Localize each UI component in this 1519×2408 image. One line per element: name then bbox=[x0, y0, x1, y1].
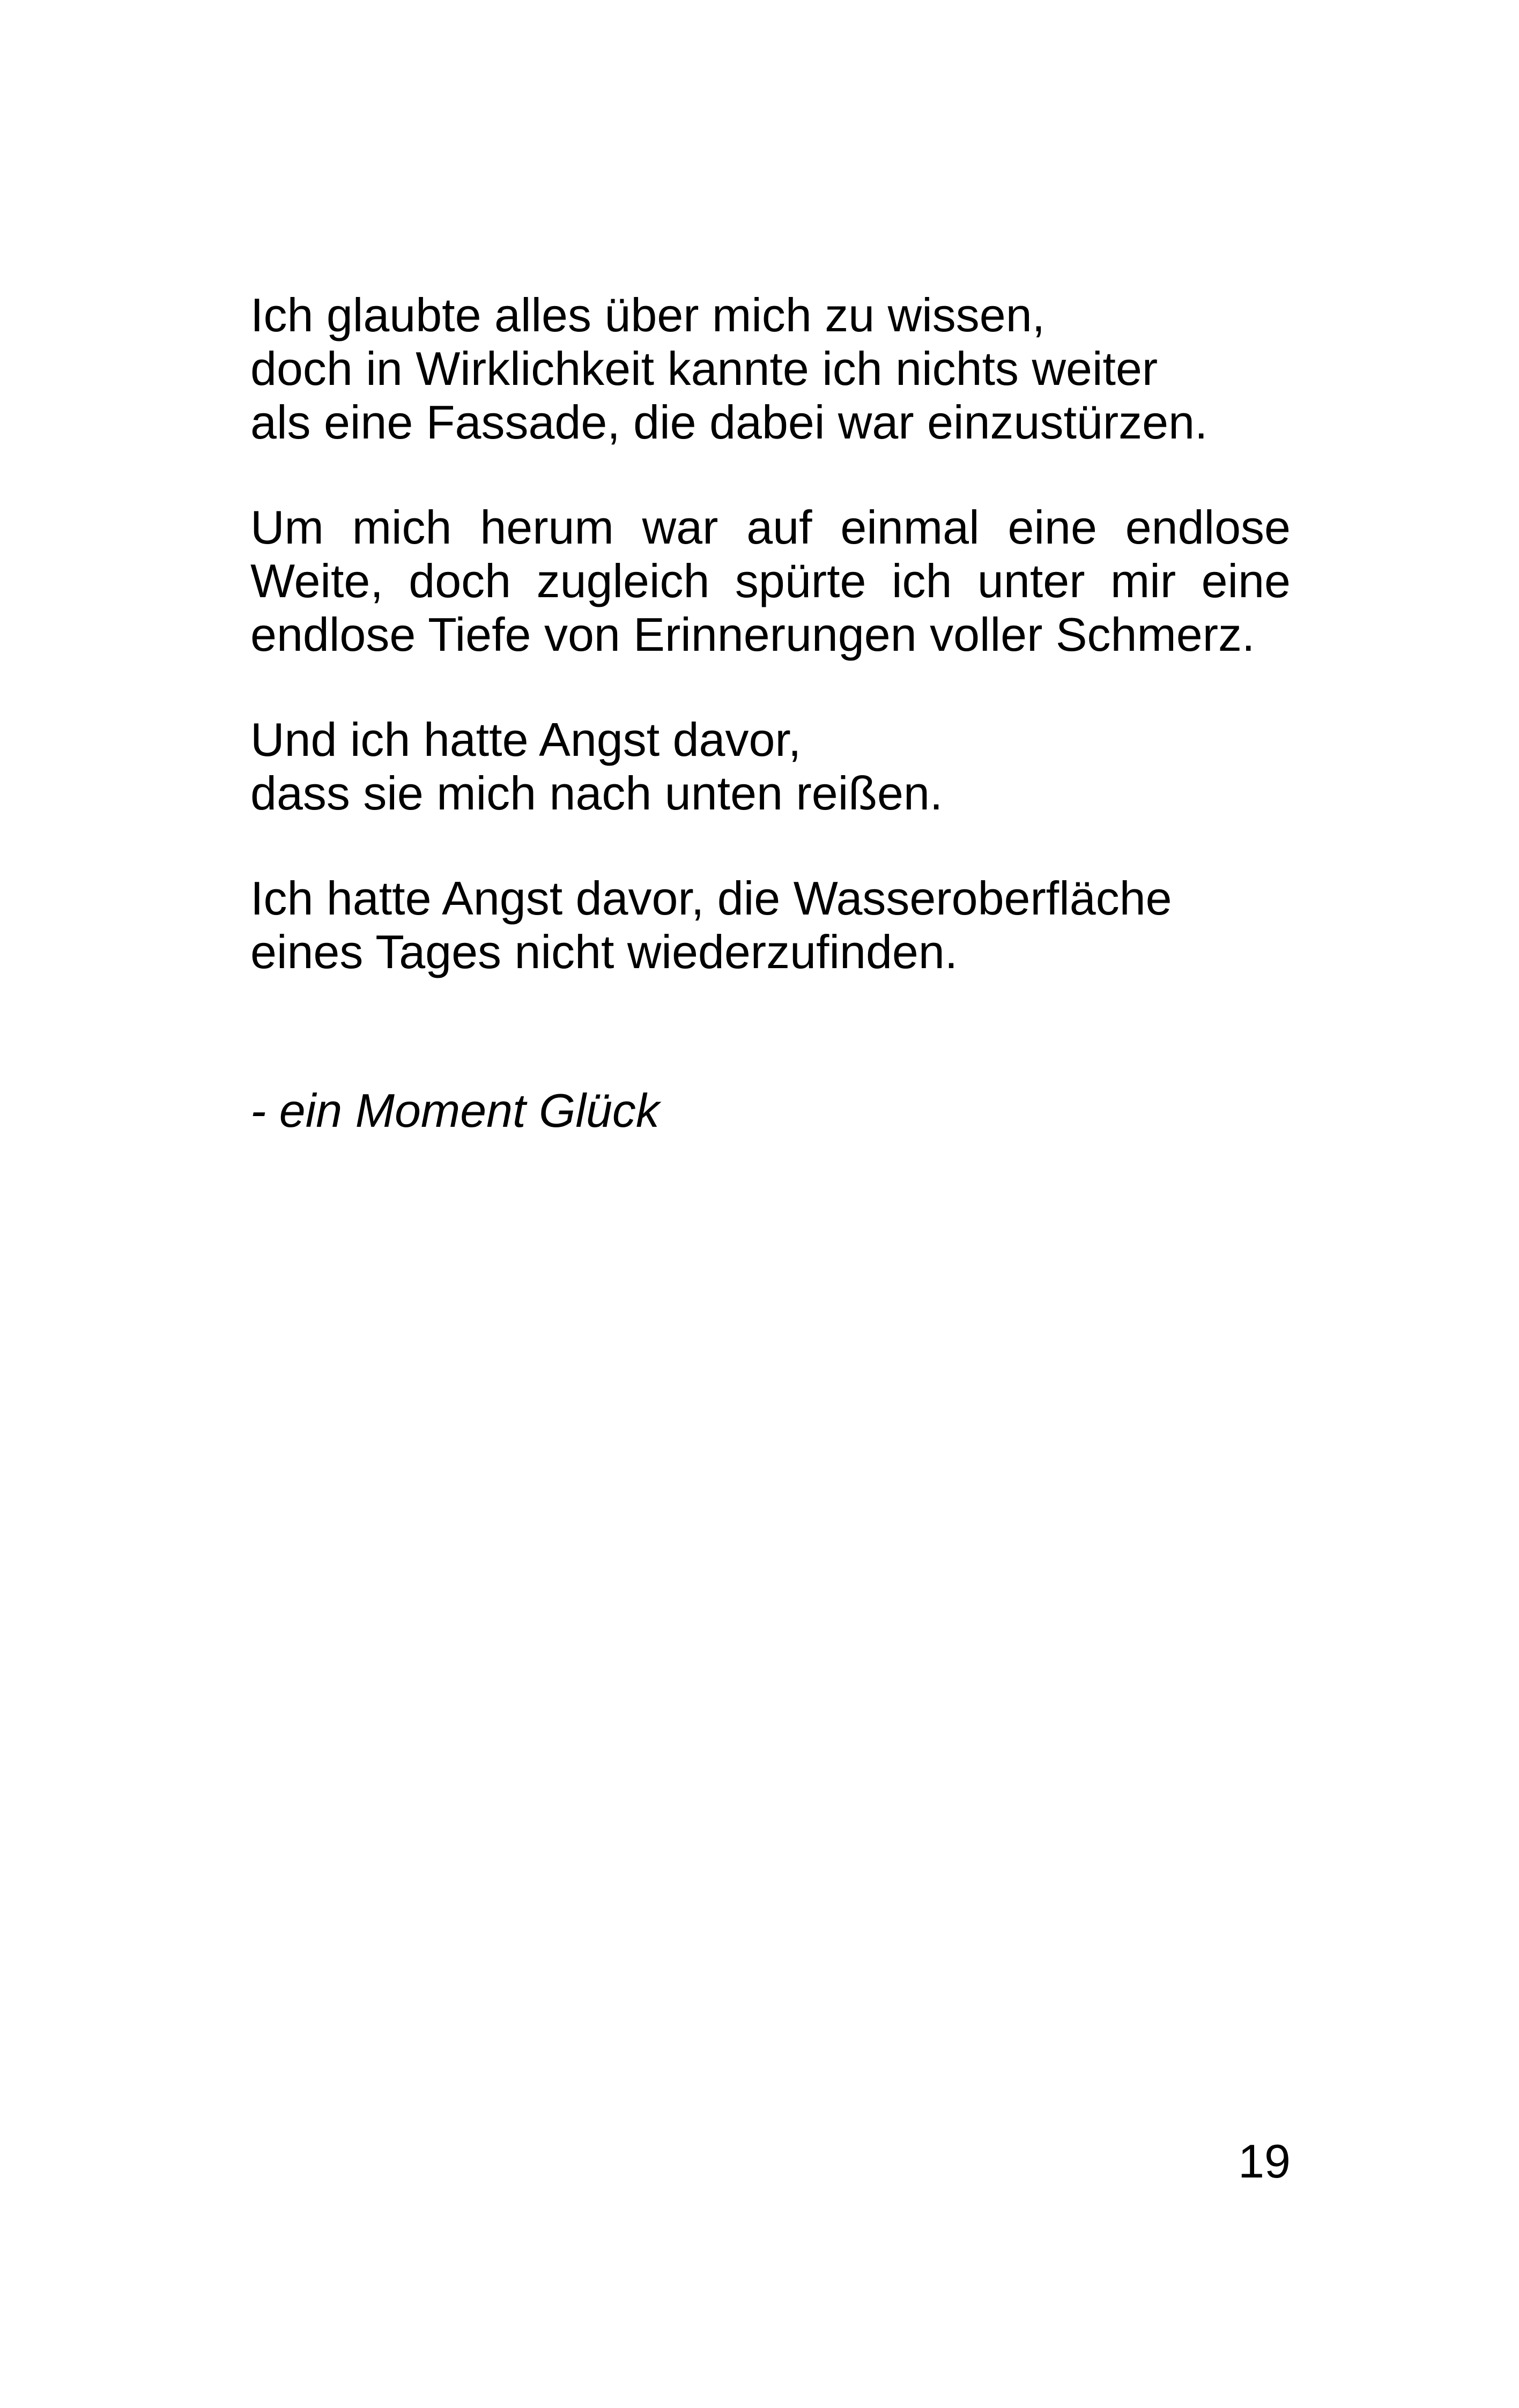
stanza-3 bbox=[250, 713, 1291, 820]
poem-line: Ich glaubte alles über mich zu wissen, bbox=[250, 288, 1046, 341]
poem-line: dass sie mich nach unten reißen. bbox=[250, 767, 943, 820]
stanza-1 bbox=[250, 288, 1291, 449]
page-number: 19 bbox=[1238, 2135, 1291, 2188]
stanza-2 bbox=[250, 501, 1291, 662]
poem-line: Um mich herum war auf einmal eine endlose bbox=[250, 501, 1291, 554]
poem-line: doch in Wirklichkeit kannte ich nichts weiter bbox=[250, 342, 1158, 395]
poem-line: Weite, doch zugleich spürte ich unter mir eine bbox=[250, 554, 1291, 607]
stanza-4 bbox=[250, 872, 1291, 979]
poem-line: Und ich hatte Angst davor, bbox=[250, 713, 802, 766]
poem-text bbox=[250, 288, 1291, 1138]
poem-line: endlose Tiefe von Erinnerungen voller Schmerz. bbox=[250, 608, 1255, 661]
poem-line: Ich hatte Angst davor, die Wasseroberfläche bbox=[250, 872, 1172, 925]
poem-line: eines Tages nicht wiederzufinden. bbox=[250, 925, 958, 978]
poem-line: als eine Fassade, die dabei war einzustürzen. bbox=[250, 396, 1208, 449]
poem-signature: - ein Moment Glück bbox=[250, 1084, 660, 1137]
